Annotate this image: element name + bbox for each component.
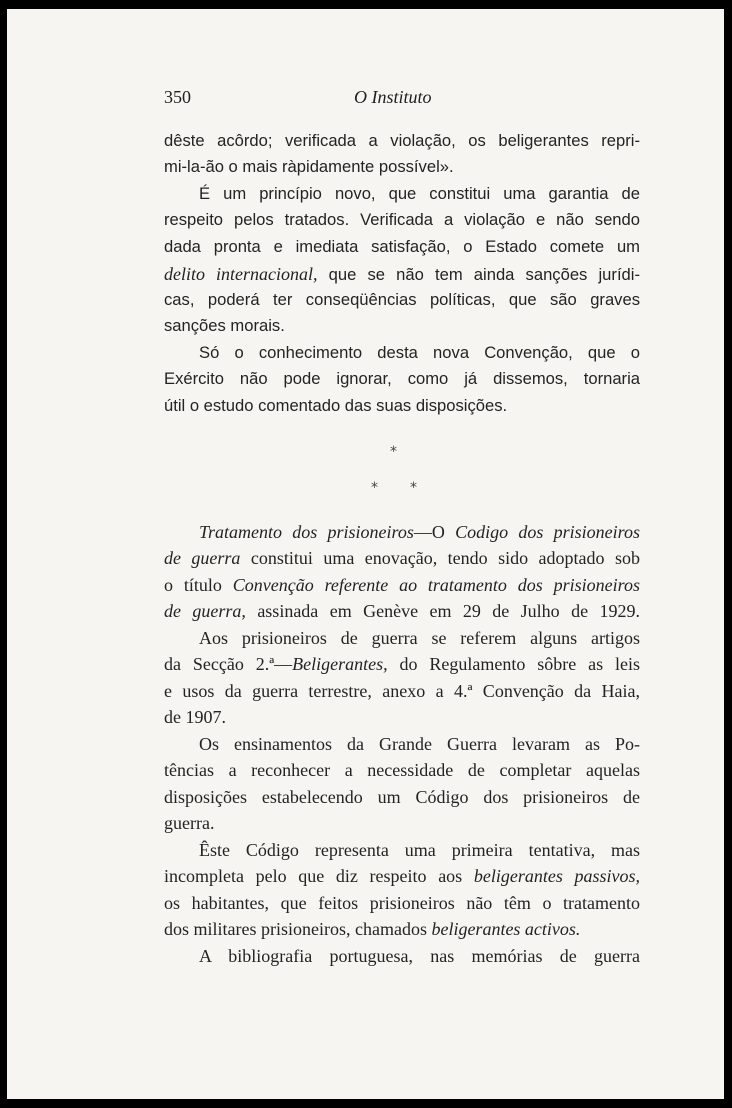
text-line: delito internacional, que se não tem ainda sanções jurídi- [164,264,640,284]
text-line: os habitantes, que feitos prisioneiros não têm o tratamento [164,893,640,913]
text-line: incompleta pelo que diz respeito aos beligerantes passivos, [164,866,640,886]
text-line: respeito pelos tratados. Verificada a violação e não sendo [164,210,640,229]
running-title: O Instituto [354,87,432,107]
asterism-star: * [371,480,378,496]
text-line: o título Convenção referente ao tratamento dos prisioneiros [164,575,640,595]
italic-term: delito internacional, [164,264,318,284]
text-line: cas, poderá ter conseqüências políticas, que são graves [164,290,640,309]
text-line: da Secção 2.ª—Beligerantes, do Regulamento sôbre as leis [164,654,640,674]
page-header [164,87,640,113]
text-line: e usos da guerra terrestre, anexo a 4.ª Convenção da Haia, [164,681,640,701]
text-line: dêste acôrdo; verificada a violação, os beligerantes repri- [164,131,640,150]
page-number: 350 [164,87,191,107]
text-line: É um princípio novo, que constitui uma garantia de [199,184,640,203]
text-line: de 1907. [164,707,226,727]
text-line: Exército não pode ignorar, como já dissemos, tornaria [164,369,640,388]
text-line: sanções morais. [164,316,285,335]
text-line: dos militares prisioneiros, chamados beligerantes activos. [164,919,581,939]
text-line: de guerra constitui uma enovação, tendo sido adoptado sob [164,548,640,568]
text-line: dada pronta e imediata satisfação, o Estado comete um [164,237,640,256]
section-title: Tratamento dos prisioneiros [199,522,414,542]
text-line: de guerra, assinada em Genève em 29 de Julho de 1929. [164,601,640,621]
text-line: Só o conhecimento desta nova Convenção, que o [199,343,640,362]
text-line: guerra. [164,813,215,833]
text-line: tências a reconhecer a necessidade de completar aquelas [164,760,640,780]
text-line: Os ensinamentos da Grande Guerra levaram as Po- [199,734,640,754]
asterism-star: * [390,444,397,460]
text-line: Tratamento dos prisioneiros—O Codigo dos prisioneiros [199,522,641,542]
text-line: Êste Código representa uma primeira tentativa, mas [199,840,640,860]
text-line: mi-la-ão o mais ràpidamente possível». [164,157,454,176]
text-line: Aos prisioneiros de guerra se referem alguns artigos [199,628,640,648]
text-line: disposições estabelecendo um Código dos prisioneiros de [164,787,640,807]
text-line: A bibliografia portuguesa, nas memórias de guerra [199,946,640,966]
text-line: útil o estudo comentado das suas disposições. [164,396,508,415]
asterism-star: * [410,480,417,496]
